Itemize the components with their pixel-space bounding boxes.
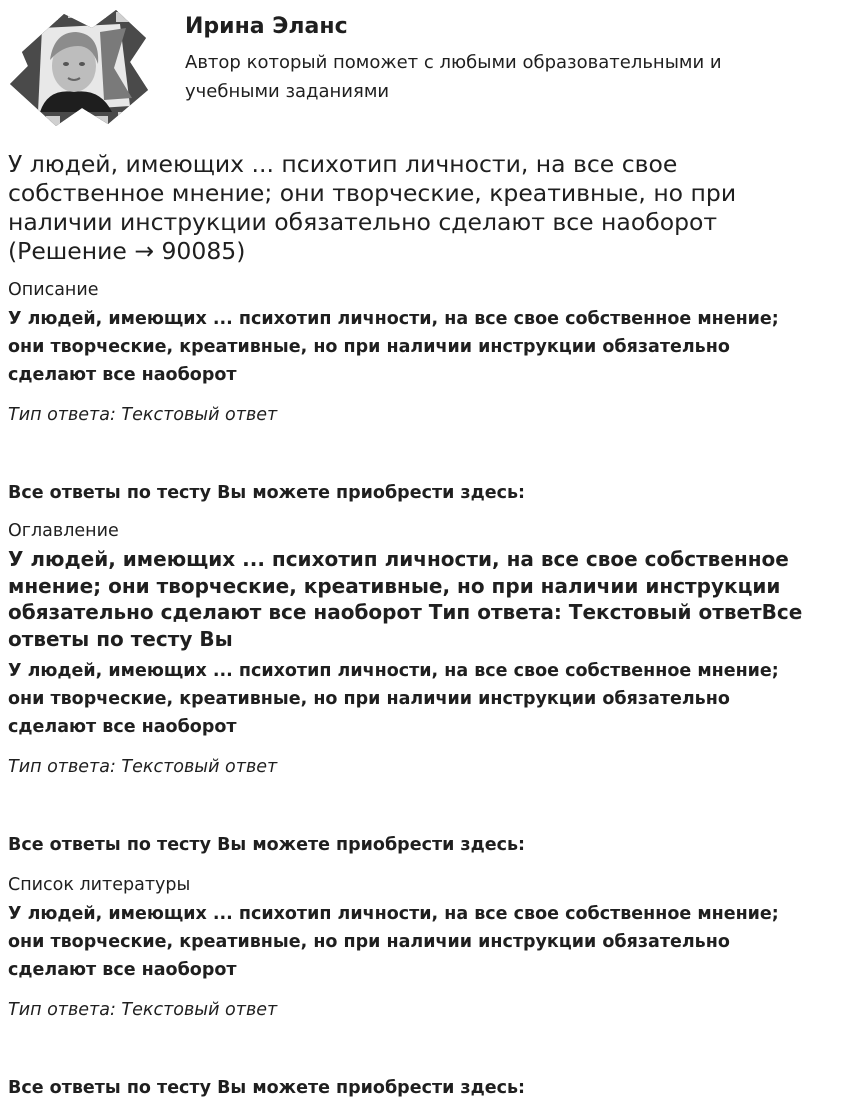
- section-label-toc: Оглавление: [8, 521, 119, 541]
- description-question: У людей, имеющих ... психотип личности, на все свое собственное мнение; они творческие, креативные, но при наличии инструкции обязательно сделают все наоборот: [8, 309, 779, 385]
- toc-title: У людей, имеющих ... психотип личности, на все свое собственное мнение; они творческие, креативные, но при наличии инструкции обязательно сделают все наоборот Тип ответа: Текстовый ответВсе ответы по тесту Вы: [8, 547, 803, 651]
- toc-answer-type: Тип ответа: Текстовый ответ: [8, 757, 278, 777]
- page-title: У людей, имеющих ... психотип личности, на все свое собственное мнение; они творческие, креативные, но при наличии инструкции обязательно сделают все наоборот (Решение → 90085): [8, 150, 737, 265]
- description-section: [8, 278, 839, 505]
- toc-buy-link: Все ответы по тесту Вы можете приобрести здесь:: [8, 835, 526, 855]
- author-avatar: [8, 8, 150, 128]
- description-buy-link: Все ответы по тесту Вы можете приобрести здесь:: [8, 483, 526, 503]
- literature-buy-link: Все ответы по тесту Вы можете приобрести здесь:: [8, 1078, 526, 1098]
- author-name: Ирина Эланс: [185, 14, 348, 39]
- author-description: Автор который поможет с любыми образовательными и учебными заданиями: [185, 52, 722, 102]
- literature-section: [8, 873, 839, 1100]
- section-label-literature: Список литературы: [8, 875, 191, 895]
- page: [8, 8, 839, 1100]
- toc-question: У людей, имеющих ... психотип личности, на все свое собственное мнение; они творческие, креативные, но при наличии инструкции обязательно сделают все наоборот: [8, 661, 779, 737]
- author-block: [8, 8, 839, 130]
- description-answer-type: Тип ответа: Текстовый ответ: [8, 405, 278, 425]
- literature-question: У людей, имеющих ... психотип личности, на все свое собственное мнение; они творческие, креативные, но при наличии инструкции обязательно сделают все наоборот: [8, 904, 779, 980]
- literature-answer-type: Тип ответа: Текстовый ответ: [8, 1000, 278, 1020]
- toc-section: [8, 519, 839, 857]
- section-label-description: Описание: [8, 280, 99, 300]
